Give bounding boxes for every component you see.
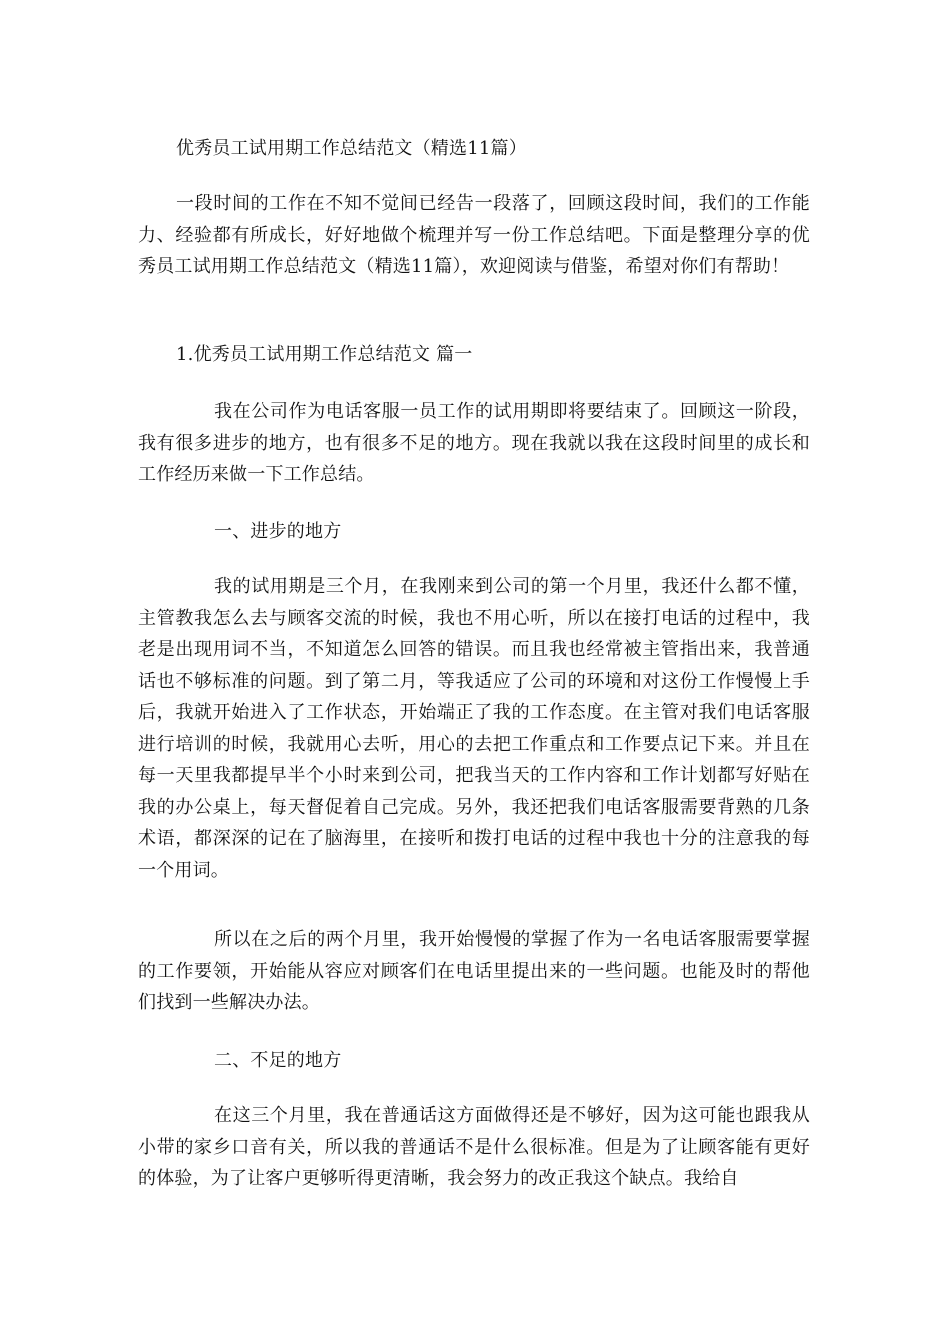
paragraph-2: 我的试用期是三个月，在我刚来到公司的第一个月里，我还什么都不懂，主管教我怎么去与顾客交流的时候，我也不用心听，所以在接打电话的过程中，我老是出现用词不当，不知道怎么回答的错误。而且我也经常被主管指出来，我普通话也不够标准的问题。到了第二月，等我适应了公司的环境和对这份工作慢慢上手后，我就开始进入了工作状态，开始端正了我的工作态度。在主管对我们电话客服进行培训的时候，我就用心去听，用心的去把工作重点和工作要点记下来。并且在每一天里我都提早半个小时来到公司，把我当天的工作内容和工作计划都写好贴在我的办公桌上，每天督促着自己完成。另外，我还把我们电话客服需要背熟的几条术语，都深深的记在了脑海里，在接听和拨打电话的过程中我也十分的注意我的每一个用词。 [138, 576, 810, 881]
paragraph-4: 在这三个月里，我在普通话这方面做得还是不够好，因为这可能也跟我从小带的家乡口音有关，所以我的普通话不是什么很标准。但是为了让顾客能有更好的体验，为了让客户更够听得更清晰，我会努力的改正我这个缺点。我给自 [138, 1105, 810, 1189]
paragraph-3: 所以在之后的两个月里，我开始慢慢的掌握了作为一名电话客服需要掌握的工作要领，开始能从容应对顾客们在电话里提出来的一些问题。也能及时的帮他们找到一些解决办法。 [138, 929, 810, 1013]
subheading-shortcomings: 二、不足的地方 [214, 1050, 342, 1071]
document-title: 优秀员工试用期工作总结范文（精选11篇） [176, 138, 527, 159]
intro-paragraph: 一段时间的工作在不知不觉间已经告一段落了，回顾这段时间，我们的工作能力、经验都有所成长，好好地做个梳理并写一份工作总结吧。下面是整理分享的优秀员工试用期工作总结范文（精选11篇），欢迎阅读与借鉴，希望对你们有帮助！ [138, 193, 810, 277]
section-heading-1: 1.优秀员工试用期工作总结范文 篇一 [176, 344, 473, 365]
paragraph-1: 我在公司作为电话客服一员工作的试用期即将要结束了。回顾这一阶段，我有很多进步的地方，也有很多不足的地方。现在我就以我在这段时间里的成长和工作经历来做一下工作总结。 [138, 401, 810, 485]
subheading-progress: 一、进步的地方 [214, 521, 342, 542]
